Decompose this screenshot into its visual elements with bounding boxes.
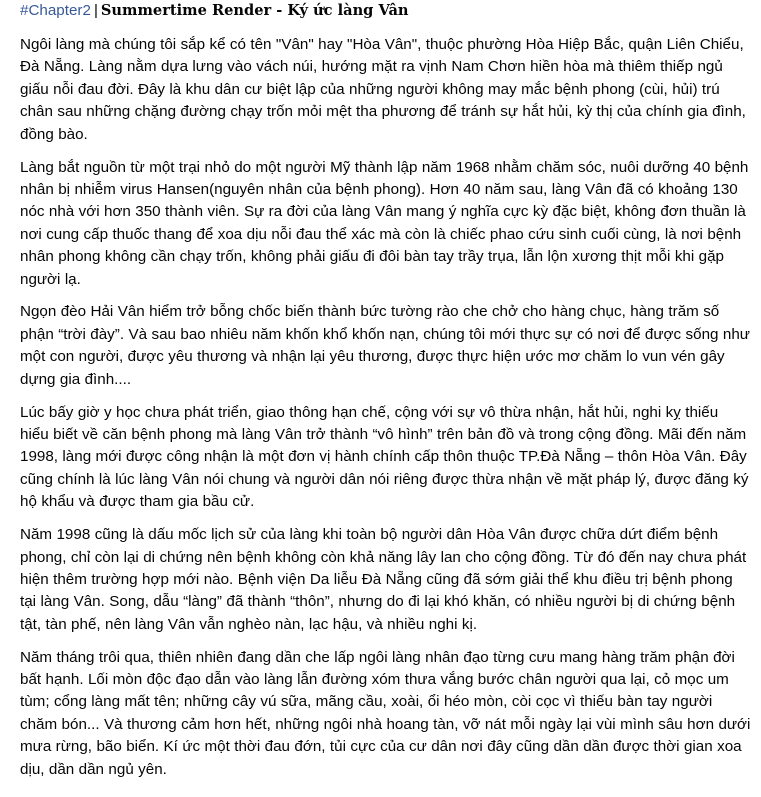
post-title: Summertime Render - Ký ức làng Vân [100,2,409,19]
post-header [20,0,751,22]
paragraph: Làng bắt nguồn từ một trại nhỏ do một người Mỹ thành lập năm 1968 nhằm chăm sóc, nuôi dưỡng 40 bệnh nhân bị nhiễm virus Hansen(nguyên nhân của bệnh phong). Hơn 40 năm sau, làng Vân đã có khoảng 130 nóc nhà với hơn 350 thành viên. Sự ra đời của làng Vân mang ý nghĩa cực kỳ đặc biệt, không đơn thuần là nơi cung cấp thuốc thang để xoa dịu nỗi đau thể xác mà còn là chiếc phao cứu sinh cuối cùng, là nơi bệnh nhân phong không cần chạy trốn, không phải giấu đi đôi bàn tay trầy trụa, lẫn lộn xương thịt mỗi khi gặp người lạ. [20,158,749,288]
paragraph: Năm tháng trôi qua, thiên nhiên đang dần che lấp ngôi làng nhân đạo từng cưu mang hàng trăm phận đời bất hạnh. Lối mòn độc đạo dẫn vào làng lẫn đường xóm thưa vắng bước chân người qua lại, cỏ mọc um tùm; cổng làng mất tên; những cây vú sữa, mãng cầu, xoài, ổi héo mòn, còi cọc vì thiếu bàn tay người chăm bón... Và thương cảm hơn hết, những ngôi nhà hoang tàn, vỡ nát mỗi ngày lại vùi mình sâu hơn dưới mưa rừng, bão biển. Kí ức một thời đau đớn, tủi cực của cư dân nơi đây cũng dần dần được thời gian xoa dịu, dần dần ngủ yên. [20,648,751,778]
paragraph: Lúc bấy giờ y học chưa phát triển, giao thông hạn chế, cộng với sự vô thừa nhận, hắt hủi, nghi kỵ thiếu hiểu biết về căn bệnh phong mà làng Vân trở thành “vô hình” trên bản đồ và trong cộng đồng. Mãi đến năm 1998, làng mới được công nhận là một đơn vị hành chính cấp thôn thuộc TP.Đà Nẵng – thôn Hòa Vân. Đây cũng chính là lúc làng Vân nói chung và người dân nói riêng được thừa nhận về mặt pháp lý, được đăng ký hộ khẩu và được tham gia bầu cử. [20,403,749,511]
hashtag-link[interactable]: #Chapter2 [20,2,91,19]
paragraph: Ngọn đèo Hải Vân hiểm trở bỗng chốc biến thành bức tường rào che chở cho hàng chục, hàng trăm số phận “trời đày”. Và sau bao nhiêu năm khốn khổ khốn nạn, chúng tôi mới thực sự có nơi để được sống như một con người, được yêu thương và nhận lại yêu thương, được thực hiện ước mơ chăm lo vun vén gây dựng gia đình.... [20,303,750,388]
paragraph: Ngôi làng mà chúng tôi sắp kể có tên "Vân" hay "Hòa Vân", thuộc phường Hòa Hiệp Bắc, quận Liên Chiểu, Đà Nẵng. Làng nằm dựa lưng vào vách núi, hướng mặt ra vịnh Nam Chơn hiền hòa mà thiêm thiếp ngủ giấu nỗi đau đời. Đây là khu dân cư biệt lập của những người không may mắc bệnh phong (cùi, hủi) trú chân sau những chặng đường chạy trốn mỏi mệt tha phương để tránh sự hắt hủi, kỳ thị của chính gia đình, đồng bào. [20,36,746,143]
title-separator: | [93,2,98,19]
paragraph: Năm 1998 cũng là dấu mốc lịch sử của làng khi toàn bộ người dân Hòa Vân được chữa dứt điểm bệnh phong, chỉ còn lại di chứng nên bệnh không còn khả năng lây lan cho cộng đồng. Từ đó đến nay chưa phát hiện thêm trường hợp mới nào. Bệnh viện Da liễu Đà Nẵng cũng đã sớm giải thể khu điều trị bệnh phong tại làng Vân. Song, dẫu “làng” đã thành “thôn”, nhưng do đi lại khó khăn, có nhiều người bị di chứng bệnh tật, tàn phế, nên làng Vân vẫn nghèo nàn, lạc hậu, và nhiều nghi kị. [20,526,747,633]
